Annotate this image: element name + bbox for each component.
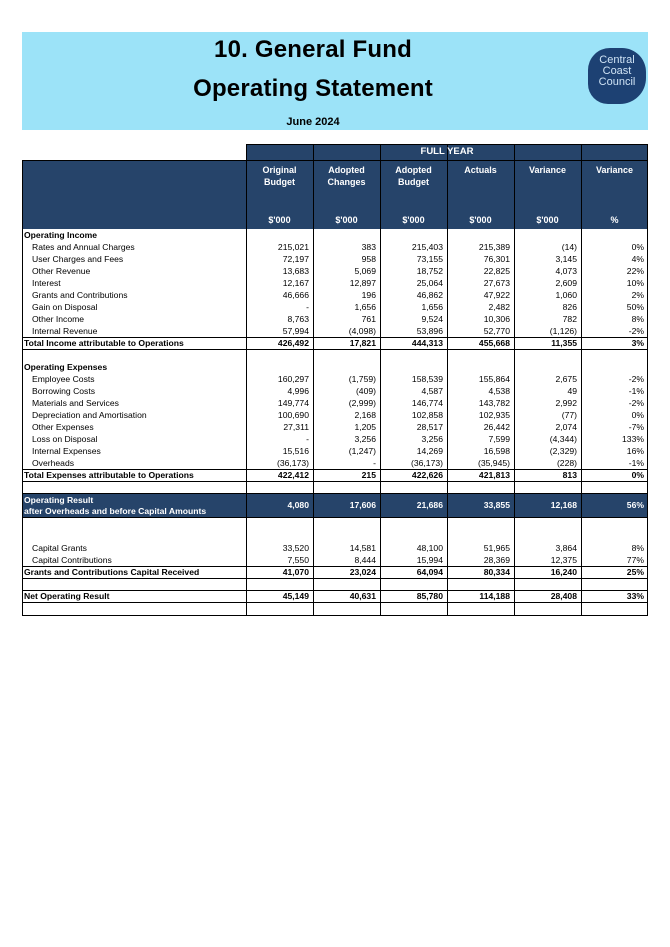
- logo-text-line: Central: [599, 54, 635, 66]
- grid-line: [22, 602, 648, 603]
- table-cell: 7,599: [488, 434, 510, 444]
- table-cell: 28,408: [550, 591, 577, 601]
- table-cell: 64,094: [416, 567, 443, 577]
- table-cell: 813: [562, 470, 577, 480]
- table-cell: 4%: [631, 254, 644, 264]
- table-row: [22, 445, 648, 457]
- column-unit: %: [610, 215, 619, 225]
- table-cell: 52,770: [483, 326, 510, 336]
- table-cell: 0%: [631, 410, 644, 420]
- grid-line: [581, 144, 582, 616]
- table-cell: 14,581: [349, 543, 376, 553]
- grid-line: [22, 566, 648, 567]
- table-row: [22, 325, 648, 337]
- row-label: Depreciation and Amortisation: [32, 410, 147, 420]
- table-cell: 160,297: [277, 374, 309, 384]
- table-cell: (77): [561, 410, 577, 420]
- table-cell: 12,375: [550, 555, 577, 565]
- table-cell: -: [306, 434, 309, 444]
- table-cell: 33%: [626, 591, 644, 601]
- row-label: Internal Expenses: [32, 446, 101, 456]
- table-cell: (1,247): [348, 446, 376, 456]
- table-cell: -2%: [628, 374, 644, 384]
- table-cell: -2%: [628, 326, 644, 336]
- column-header-line: Adopted: [328, 165, 365, 175]
- table-cell: (2,329): [549, 446, 577, 456]
- table-cell: 3,256: [421, 434, 443, 444]
- table-cell: 41,070: [282, 567, 309, 577]
- table-cell: 2%: [631, 290, 644, 300]
- table-row: [22, 301, 648, 313]
- section-row: [22, 229, 648, 241]
- table-cell: 25%: [626, 567, 644, 577]
- table-cell: 57,994: [282, 326, 309, 336]
- row-label: Grants and Contributions: [32, 290, 128, 300]
- row-label: Overheads: [32, 458, 75, 468]
- row-label: Operating Expenses: [24, 362, 108, 372]
- table-cell: (228): [556, 458, 577, 468]
- column-header: [246, 164, 313, 188]
- grid-line: [22, 469, 648, 470]
- table-cell: 149,774: [277, 398, 309, 408]
- table-cell: 383: [361, 242, 376, 252]
- total-row: [22, 469, 648, 481]
- table-cell: 3%: [631, 338, 644, 348]
- section-row: [22, 361, 648, 373]
- table-cell: 8,763: [287, 314, 309, 324]
- table-cell: (36,173): [276, 458, 309, 468]
- table-cell: 3,256: [354, 434, 376, 444]
- row-label: Other Expenses: [32, 422, 94, 432]
- grid-line: [22, 517, 648, 518]
- grid-line: [22, 578, 648, 579]
- row-label: User Charges and Fees: [32, 254, 124, 264]
- grid-line: [22, 160, 648, 161]
- table-cell: 133%: [622, 434, 644, 444]
- table-cell: 3,864: [555, 543, 577, 553]
- table-cell: 4,587: [421, 386, 443, 396]
- row-label: Materials and Services: [32, 398, 119, 408]
- table-cell: -: [373, 458, 376, 468]
- grid-line: [514, 144, 515, 616]
- table-cell: 17,821: [349, 338, 376, 348]
- table-cell: 77%: [626, 555, 644, 565]
- column-unit: $'000: [469, 215, 492, 225]
- table-cell: 16,598: [483, 446, 510, 456]
- table-cell: 46,666: [282, 290, 309, 300]
- table-cell: 72,197: [282, 254, 309, 264]
- grid-line: [22, 590, 648, 591]
- table-row: [22, 397, 648, 409]
- row-label: Other Revenue: [32, 266, 91, 276]
- table-cell: 215: [361, 470, 376, 480]
- grid-line: [22, 615, 648, 616]
- row-label: Employee Costs: [32, 374, 95, 384]
- table-cell: 28,517: [416, 422, 443, 432]
- operating-statement-table: [22, 144, 648, 616]
- table-cell: 25,064: [416, 278, 443, 288]
- table-cell: (2,999): [348, 398, 376, 408]
- table-row: [22, 421, 648, 433]
- table-cell: 422,412: [277, 470, 309, 480]
- column-header-line: Budget: [398, 177, 429, 187]
- table-row: [22, 554, 648, 566]
- table-cell: 1,656: [421, 302, 443, 312]
- table-cell: 102,935: [478, 410, 510, 420]
- grid-line: [647, 144, 648, 616]
- table-row: [22, 277, 648, 289]
- table-cell: 46,862: [416, 290, 443, 300]
- table-row: [22, 289, 648, 301]
- table-cell: 9,524: [421, 314, 443, 324]
- row-label: Capital Grants: [32, 543, 87, 553]
- table-cell: 4,996: [287, 386, 309, 396]
- total-row: [22, 337, 648, 349]
- table-cell: 0%: [631, 470, 644, 480]
- table-cell: 8%: [631, 543, 644, 553]
- table-cell: 1,656: [354, 302, 376, 312]
- table-cell: 12,167: [282, 278, 309, 288]
- row-label: Gain on Disposal: [32, 302, 98, 312]
- table-cell: 22,825: [483, 266, 510, 276]
- table-cell: -1%: [628, 458, 644, 468]
- column-unit: $'000: [536, 215, 559, 225]
- column-header: [313, 164, 380, 188]
- total-row: [22, 566, 648, 578]
- column-header-line: Variance: [528, 165, 567, 175]
- table-cell: 7,550: [287, 555, 309, 565]
- operating-result-cell: 56%: [626, 500, 644, 510]
- column-header-line: Actuals: [464, 165, 497, 175]
- table-cell: 421,813: [478, 470, 510, 480]
- grid-line: [447, 144, 448, 616]
- column-header-line: Variance: [595, 165, 634, 175]
- table-row: [22, 409, 648, 421]
- row-label: Net Operating Result: [24, 591, 110, 601]
- operating-result-cell: 4,080: [287, 500, 309, 510]
- table-cell: 23,024: [349, 567, 376, 577]
- operating-result-row: [22, 494, 648, 517]
- column-header: [380, 164, 447, 188]
- grid-line: [313, 144, 314, 616]
- table-row: [22, 265, 648, 277]
- operating-result-cell: 17,606: [349, 500, 376, 510]
- column-header: [581, 164, 648, 176]
- table-cell: (14): [561, 242, 577, 252]
- grid-line: [22, 337, 648, 338]
- table-row: [22, 385, 648, 397]
- column-header: [514, 164, 581, 176]
- table-cell: 48,100: [416, 543, 443, 553]
- table-row: [22, 373, 648, 385]
- row-label: Total Income attributable to Operations: [24, 338, 184, 348]
- row-label: Loss on Disposal: [32, 434, 98, 444]
- table-cell: 782: [562, 314, 577, 324]
- table-cell: 0%: [631, 242, 644, 252]
- table-cell: 49: [567, 386, 577, 396]
- table-row: [22, 457, 648, 469]
- table-row: [22, 433, 648, 445]
- table-cell: 2,992: [555, 398, 577, 408]
- table-cell: -: [306, 302, 309, 312]
- table-cell: 76,301: [483, 254, 510, 264]
- table-cell: (409): [355, 386, 376, 396]
- table-cell: 40,631: [349, 591, 376, 601]
- operating-result-cell: 21,686: [416, 500, 443, 510]
- table-cell: 85,780: [416, 591, 443, 601]
- table-cell: 1,060: [555, 290, 577, 300]
- table-cell: 18,752: [416, 266, 443, 276]
- table-cell: 2,609: [555, 278, 577, 288]
- table-cell: 196: [361, 290, 376, 300]
- row-label: Rates and Annual Charges: [32, 242, 135, 252]
- table-cell: 958: [361, 254, 376, 264]
- row-label: Interest: [32, 278, 61, 288]
- column-header-line: Original: [262, 165, 297, 175]
- grid-line: [246, 144, 648, 145]
- page-subtitle: Operating Statement: [193, 75, 433, 102]
- table-cell: 53,896: [416, 326, 443, 336]
- table-cell: 50%: [626, 302, 644, 312]
- table-cell: (4,344): [549, 434, 577, 444]
- table-cell: 761: [361, 314, 376, 324]
- row-label: Internal Revenue: [32, 326, 98, 336]
- table-cell: (1,126): [549, 326, 577, 336]
- table-cell: 16,240: [550, 567, 577, 577]
- table-cell: 826: [562, 302, 577, 312]
- table-cell: 22%: [626, 266, 644, 276]
- table-cell: 102,858: [411, 410, 443, 420]
- column-header-line: Adopted: [395, 165, 432, 175]
- table-cell: 158,539: [411, 374, 443, 384]
- table-cell: 27,673: [483, 278, 510, 288]
- table-cell: 16%: [626, 446, 644, 456]
- table-cell: 215,021: [277, 242, 309, 252]
- table-cell: 422,626: [411, 470, 443, 480]
- table-cell: 444,313: [411, 338, 443, 348]
- table-cell: 73,155: [416, 254, 443, 264]
- logo-text-line: Coast: [602, 65, 632, 77]
- total-row: [22, 590, 648, 602]
- table-cell: 155,864: [478, 374, 510, 384]
- table-cell: (35,945): [477, 458, 510, 468]
- table-cell: 28,369: [483, 555, 510, 565]
- column-unit: $'000: [268, 215, 291, 225]
- column-unit: $'000: [335, 215, 358, 225]
- operating-result-cell: 12,168: [550, 500, 577, 510]
- table-cell: 15,994: [416, 555, 443, 565]
- table-cell: 45,149: [282, 591, 309, 601]
- table-cell: 5,069: [354, 266, 376, 276]
- table-cell: 26,442: [483, 422, 510, 432]
- table-cell: 4,073: [555, 266, 577, 276]
- table-cell: 143,782: [478, 398, 510, 408]
- table-cell: 10%: [626, 278, 644, 288]
- grid-line: [22, 481, 648, 482]
- table-cell: 100,690: [277, 410, 309, 420]
- council-logo: [582, 46, 652, 116]
- grid-line: [22, 493, 648, 494]
- table-cell: 33,520: [282, 543, 309, 553]
- column-header: [447, 164, 514, 176]
- table-cell: 2,482: [488, 302, 510, 312]
- table-cell: 2,675: [555, 374, 577, 384]
- table-cell: 146,774: [411, 398, 443, 408]
- row-label: Borrowing Costs: [32, 386, 96, 396]
- column-header-line: Budget: [264, 177, 295, 187]
- row-label: Capital Contributions: [32, 555, 112, 565]
- grid-line: [380, 144, 381, 616]
- table-cell: 14,269: [416, 446, 443, 456]
- table-cell: 47,922: [483, 290, 510, 300]
- table-row: [22, 542, 648, 554]
- table-cell: 3,145: [555, 254, 577, 264]
- row-label: Operating Income: [24, 230, 98, 240]
- table-cell: 8%: [631, 314, 644, 324]
- title-banner: [22, 32, 648, 130]
- table-cell: -7%: [628, 422, 644, 432]
- table-cell: 8,444: [354, 555, 376, 565]
- operating-result-sublabel: after Overheads and before Capital Amounts: [24, 506, 207, 516]
- row-label: Total Expenses attributable to Operations: [24, 470, 194, 480]
- table-cell: 426,492: [277, 338, 309, 348]
- table-cell: 27,311: [283, 422, 309, 432]
- grid-line: [246, 144, 247, 616]
- table-cell: 215,389: [478, 242, 510, 252]
- table-cell: 4,538: [488, 386, 510, 396]
- table-cell: 51,965: [483, 543, 510, 553]
- full-year-header: FULL YEAR: [420, 146, 474, 157]
- page-title: 10. General Fund: [214, 36, 412, 63]
- table-cell: 15,516: [282, 446, 309, 456]
- column-unit: $'000: [402, 215, 425, 225]
- table-cell: 12,897: [349, 278, 376, 288]
- table-row: [22, 241, 648, 253]
- table-cell: (4,098): [348, 326, 376, 336]
- table-cell: 114,188: [479, 591, 510, 601]
- logo-text-line: Council: [598, 76, 636, 88]
- table-cell: 455,668: [478, 338, 510, 348]
- column-header-line: Changes: [327, 177, 366, 187]
- table-cell: -2%: [628, 398, 644, 408]
- table-cell: 1,205: [354, 422, 376, 432]
- report-period: June 2024: [286, 116, 340, 128]
- table-cell: -1%: [628, 386, 644, 396]
- grid-line: [22, 160, 23, 616]
- table-cell: (36,173): [410, 458, 443, 468]
- operating-result-cell: 33,855: [483, 500, 510, 510]
- table-cell: 2,168: [354, 410, 376, 420]
- table-cell: 2,074: [555, 422, 577, 432]
- table-cell: 10,306: [483, 314, 510, 324]
- table-cell: 215,403: [411, 242, 443, 252]
- row-label: Other Income: [32, 314, 85, 324]
- table-cell: 11,355: [551, 338, 577, 348]
- table-row: [22, 313, 648, 325]
- row-label: Grants and Contributions Capital Received: [24, 567, 200, 577]
- table-cell: 13,683: [282, 266, 309, 276]
- table-row: [22, 253, 648, 265]
- table-cell: (1,759): [348, 374, 376, 384]
- operating-result-label: Operating Result: [24, 495, 94, 505]
- grid-line: [22, 349, 648, 350]
- table-cell: 80,334: [483, 567, 510, 577]
